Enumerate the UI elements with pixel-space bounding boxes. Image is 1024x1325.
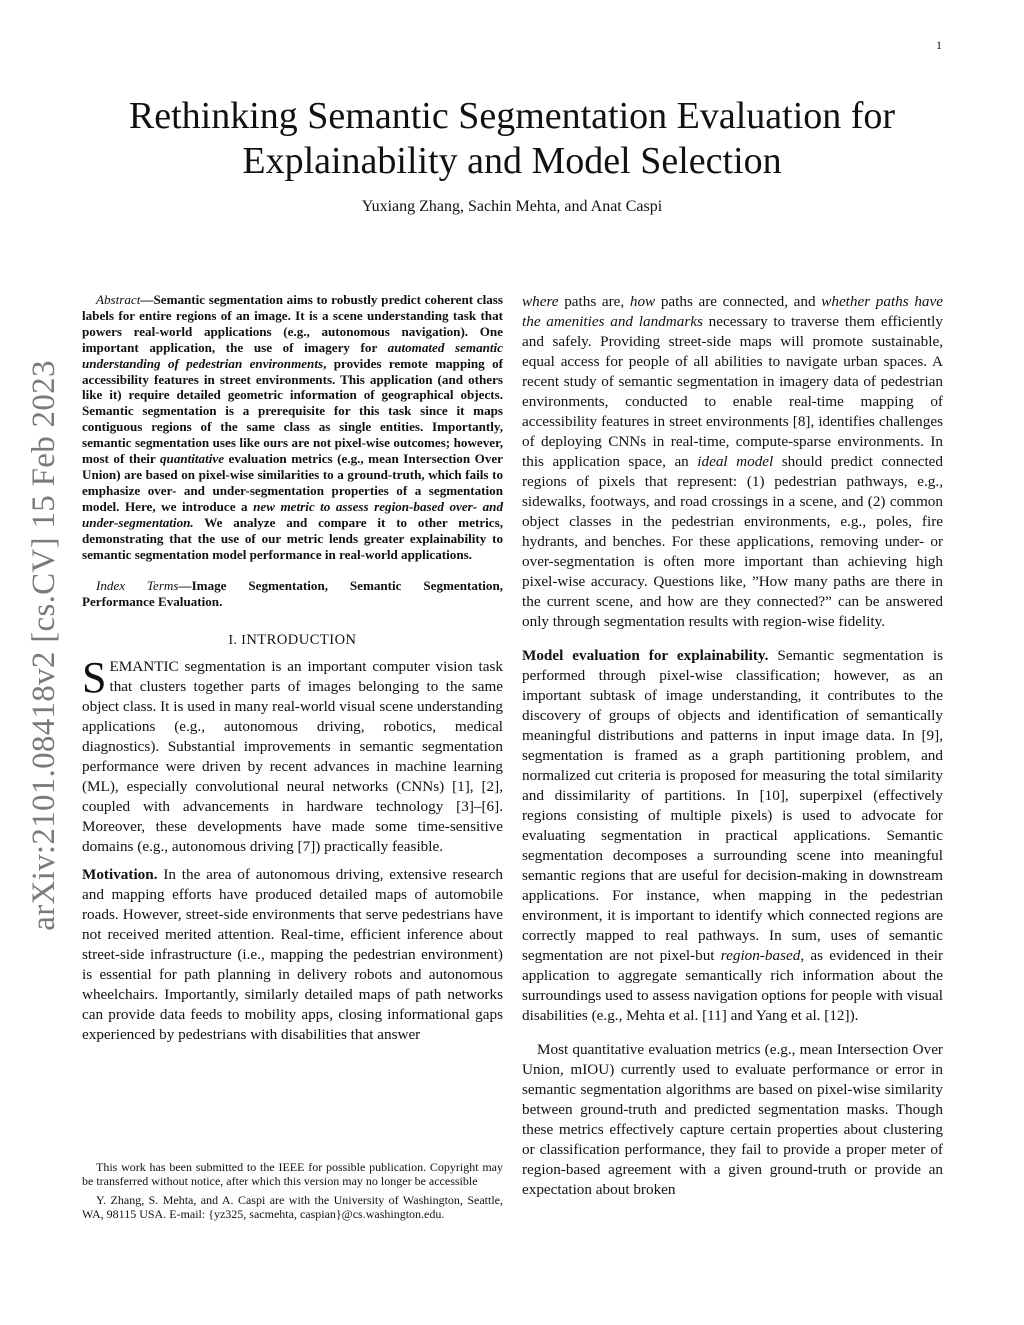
motivation-text: In the area of autonomous driving, extensive research and mapping efforts have produced detailed maps of automobile roads. However, street-side environments that serve pedestrians have not received merited attention. Real-time, efficient inference about street-side infrastructure (i.e., mapping the pedestrian environment) is essential for path planning in delivery robots and autonomous wheelchairs. Importantly, similarly detailed maps of path networks can provide data feeds to mobility apps, closing informational gaps experienced by pedestrians with disabilities that answer [82,866,503,1044]
index-terms-label: Index Terms [96,578,179,594]
continued-text-4: should predict connected regions of pixels that represent: (1) pedestrian pathways, e.g., sidewalks, footways, and road crossings in a scene, and (2) common object classes in the pedestrian environments, e.g., poles, fire hydrants, and benches. For these applications, removing under- or over-segmentation is often more important than achieving high pixel-wise accuracy. Questions like, ”How many paths are there in the current scene, and how are they connected?” can be answered only through segmentation results with region-wise fidelity. [522,453,943,630]
emphasis-where: where [522,293,559,310]
intro-paragraph [82,653,503,857]
abstract-dash: — [140,292,154,307]
right-column [522,292,943,1200]
model-evaluation-heading: Model evaluation for explainability. [522,647,769,664]
left-column [82,292,503,1045]
continued-paragraph [522,292,943,632]
abstract-emphasis-1: automated semantic understanding of pedestrian environments [82,339,503,371]
abstract-emphasis-2: quantitative [159,451,225,467]
emphasis-region-based: region-based [720,947,801,964]
model-evaluation-paragraph [522,646,943,1026]
metrics-paragraph: Most quantitative evaluation metrics (e.g., mean Intersection Over Union, mIOU) currently used to evaluate performance or error in semantic segmentation algorithms are based on pixel-wise similarity between ground-truth and predicted segmentation masks. Though these metrics effectively capture certain properties about clustering or classification performance, they fail to provide a proper meter of region-based agreement with a given ground-truth or provide an expectation about broken [522,1041,943,1198]
abstract-emphasis-3: new metric to assess region-based over- and under-segmentation. [82,498,504,530]
abstract-text-4: We analyze and compare it to other metrics, demonstrating that the use of our metric lends greater explainability to semantic segmentation model performance in real-world applications. [82,514,503,562]
page-number: 1 [936,38,942,52]
continued-text-3: necessary to traverse them efficiently and safely. Providing street-side maps will promote sustainable, equal access for people of all abilities to navigate urban spaces. A recent study of semantic segmentation in imagery data of pedestrian environments, conducted to enable real-time mapping of accessibility features in street environments [8], identifies challenges of deploying CNNs in real-time, compute-sparse environments. In this application space, an [522,313,943,470]
abstract-text-1: Semantic segmentation aims to robustly predict coherent class labels for entire regions of an image. It is a scene understanding task that powers real-world applications (e.g., autonomous navigation). One important application, the use of imagery for [82,292,503,355]
section-title-rest: NTRODUCTION [246,632,357,649]
model-evaluation-text-2: , as evidenced in their application to aggregate semantically rich information about the surroundings used to assess navigation options for people with visual disabilities (e.g., Mehta et al. [11] and Yang et al. [12]). [522,947,944,1024]
model-evaluation-text-1: Semantic segmentation is performed through pixel-wise classification; however, as an important subtask of image understanding, it contributes to the discovery of groups of objects and identification of semantically meaningful distributions and patterns in input image data. In [9], segmentation is framed as a graph partitioning problem, and normalized cut criteria is proposed for measuring the total similarity and dissimilarity of partitions. In [10], superpixel (effectively regions consisting of multiple pixels) is used to advocate for evaluating segmentation in practical applications. Semantic segmentation decomposes a surrounding scene into meaningful semantic regions that are useful for decision-making in downstream applications. For instance, when mapping in the pedestrian environment, it is important to identify which connected regions are correctly mapped to real pathways. In sum, uses of semantic segmentation are not pixel-but [522,647,943,964]
motivation-paragraph [82,865,503,1045]
intro-text: segmentation is an important computer vision task that clusters together parts of images belonging to the same object class. It is used in many real-world visual scene understanding applications (e.g., autonomous driving, robotics, medical diagnostics). Substantial improvements in semantic segmentation performance were driven by recent advances in machine learning (ML), especially convolutional neural networks (CNNs) [1], [2], coupled with advancements in hardware technology [3]–[6]. Moreover, these developments have made some time-sensitive domains (e.g., autonomous driving [7]) practically feasible. [82,658,503,856]
abstract-label: Abstract [96,292,141,307]
index-terms-text: —Image Segmentation, Semantic Segmentation, Performance Evaluation. [82,578,504,610]
emphasis-ideal-model: ideal model [697,453,774,470]
footnotes [82,1160,503,1226]
motivation-heading: Motivation. [82,866,158,884]
intro-lead-word: EMANTIC [109,658,179,676]
paper-title: Rethinking Semantic Segmentation Evaluation for Explainability and Model Selection [128,95,896,182]
arxiv-identifier-stamp [22,350,66,940]
abstract-text-3: evaluation metrics (e.g., mean Intersection Over Union) are based on pixel-wise similarities to a ground-truth, which fails to emphasize over- and under-segmentation properties of a segmentation model. Here, we introduce a [82,451,503,514]
section-first-letter: I [241,632,247,648]
continued-text-1: paths are, [558,293,630,310]
index-terms [82,578,503,610]
abstract [82,292,503,562]
emphasis-whether: whether paths have the amenities and landmarks [522,293,943,330]
abstract-text-2: , provides remote mapping of accessibility features in street environments. This application (and others like it) require detailed geometric information of geographical objects. Semantic segmentation is a prerequisite for this task since it maps contiguous regions of the same class as single entities. Importantly, semantic segmentation uses like ours are not pixel-wise outcomes; however, most of their [82,355,503,467]
section-heading-introduction [82,632,503,649]
section-numeral: I. [228,632,242,648]
author-list: Yuxiang Zhang, Sachin Mehta, and Anat Caspi [361,198,663,215]
drop-cap: S [82,653,107,703]
footnote-ieee: This work has been submitted to the IEEE for possible publication. Copyright may be transferred without notice, after which this version may no longer be accessible [82,1160,503,1189]
footnote-affiliation: Y. Zhang, S. Mehta, and A. Caspi are with the University of Washington, Seattle, WA, 98115 USA. E-mail: {yz325, sacmehta, caspian}@cs.washington.edu. [82,1192,503,1222]
emphasis-how: how [629,293,656,310]
continued-text-2: paths are connected, and [655,293,822,310]
arxiv-identifier-text: arXiv:2101.08418v2 [cs.CV] 15 Feb 2023 [25,359,62,931]
